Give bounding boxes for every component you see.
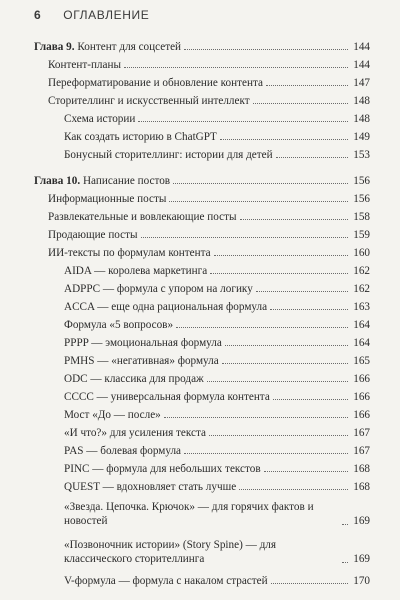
toc-entry-title: Схема истории	[64, 113, 136, 125]
toc-page-number: 153	[353, 149, 370, 161]
toc-subentry	[64, 318, 370, 332]
leader-dots	[176, 327, 348, 328]
toc-entry	[48, 210, 370, 224]
toc-entry-title: Развлекательные и вовлекающие посты	[48, 211, 237, 223]
toc-subentry	[64, 574, 370, 588]
toc-page-number: 163	[353, 301, 370, 313]
toc-entry-title: «И что?» для усиления текста	[64, 427, 206, 439]
running-head	[34, 8, 149, 22]
toc-entry-title: PINC — формула для небольших текстов	[64, 463, 261, 475]
toc-subentry	[64, 500, 370, 528]
toc-entry-title: Сторителлинг и искусственный интеллект	[48, 95, 250, 107]
leader-dots	[264, 471, 348, 472]
toc-subentry	[64, 130, 370, 144]
toc-page-number: 170	[353, 575, 370, 587]
page-number: 6	[34, 8, 42, 22]
leader-dots	[214, 255, 348, 256]
toc-subentry	[64, 408, 370, 422]
toc-subentry	[64, 462, 370, 476]
leader-dots	[256, 291, 348, 292]
toc-page-number: 167	[353, 427, 370, 439]
toc-entry-title: ODC — классика для продаж	[64, 373, 204, 385]
chapter-title: Контент для соцсетей	[77, 41, 182, 53]
toc-entry-title: Формула «5 вопросов»	[64, 319, 174, 331]
toc-page-number: 144	[353, 59, 370, 71]
toc-subentry	[64, 300, 370, 314]
leader-dots	[276, 157, 348, 158]
toc-entry-title: PPPP — эмоциональная формула	[64, 337, 222, 349]
toc-page-number: 166	[353, 391, 370, 403]
leader-dots	[253, 103, 348, 104]
toc-entry	[48, 76, 370, 90]
toc-entry-title: ИИ-тексты по формулам контента	[48, 247, 211, 259]
leader-dots	[169, 201, 348, 202]
toc-subentry	[64, 336, 370, 350]
leader-dots	[141, 237, 348, 238]
leader-dots	[124, 67, 348, 68]
toc-page-number: 169	[353, 515, 370, 527]
leader-dots	[173, 183, 348, 184]
toc-subentry	[64, 148, 370, 162]
toc-subentry	[64, 426, 370, 440]
toc-entry-title: «Звезда. Цепочка. Крючок» — для горячих фактов и новостей	[64, 501, 314, 527]
leader-dots	[273, 399, 348, 400]
toc-page-number: 166	[353, 409, 370, 421]
leader-dots	[209, 435, 348, 436]
toc-entry-title: Продающие посты	[48, 229, 138, 241]
toc-page-number: 149	[353, 131, 370, 143]
toc-subentry	[64, 444, 370, 458]
toc-chapter-10	[34, 174, 370, 188]
toc-entry-title: AIDA — королева маркетинга	[64, 265, 208, 277]
toc-entry-title: Как создать историю в ChatGPT	[64, 131, 217, 143]
leader-dots	[240, 219, 349, 220]
toc-entry	[48, 94, 370, 108]
leader-dots	[222, 363, 348, 364]
toc-page-number: 168	[353, 481, 370, 493]
leader-dots	[225, 345, 348, 346]
toc-entry-title: Информационные посты	[48, 193, 167, 205]
toc-entry-title: PMHS — «негативная» формула	[64, 355, 219, 367]
leader-dots	[207, 381, 348, 382]
toc-entry	[48, 192, 370, 206]
toc-page-number: 159	[353, 229, 370, 241]
toc-entry-title: Контент-планы	[48, 59, 121, 71]
toc-page-number: 162	[353, 265, 370, 277]
toc-page-number: 164	[353, 337, 370, 349]
running-head-title: ОГЛАВЛЕНИЕ	[63, 8, 150, 22]
toc-subentry	[64, 538, 370, 566]
toc-entry	[48, 246, 370, 260]
leader-dots	[342, 562, 348, 563]
leader-dots	[210, 273, 348, 274]
toc-subentry	[64, 282, 370, 296]
toc-entry-title: CCCC — универсальная формула контента	[64, 391, 270, 403]
toc-entry-title: ACCA — еще одна рациональная формула	[64, 301, 268, 313]
leader-dots	[266, 85, 348, 86]
toc-subentry	[64, 480, 370, 494]
toc-page-number: 160	[353, 247, 370, 259]
toc-page-number: 168	[353, 463, 370, 475]
leader-dots	[138, 121, 348, 122]
toc-subentry	[64, 354, 370, 368]
toc-page-number: 169	[353, 553, 370, 565]
toc-page-number: 166	[353, 373, 370, 385]
toc-subentry	[64, 264, 370, 278]
toc-entry-title: Бонусный сторителлинг: истории для детей	[64, 149, 273, 161]
toc-page-number: 158	[353, 211, 370, 223]
chapter-label: Глава 9.	[34, 41, 75, 53]
toc-page-number: 156	[353, 193, 370, 205]
toc-entry-title: Переформатирование и обновление контента	[48, 77, 263, 89]
toc-entry-title: Мост «До — после»	[64, 409, 161, 421]
toc-page-number: 167	[353, 445, 370, 457]
toc-page-number: 164	[353, 319, 370, 331]
toc-entry-title: «Позвоночник истории» (Story Spine) — для классического сторителлинга	[64, 539, 277, 565]
toc-subentry	[64, 112, 370, 126]
toc-page-number: 165	[353, 355, 370, 367]
toc-page-number: 144	[353, 41, 370, 53]
toc-chapter-9	[34, 40, 370, 54]
leader-dots	[270, 309, 348, 310]
toc-page-number: 148	[353, 95, 370, 107]
toc-entry-title: QUEST — вдохновляет стать лучше	[64, 481, 237, 493]
leader-dots	[184, 49, 348, 50]
toc-entry-title: ADPPC — формула с упором на логику	[64, 283, 253, 295]
toc-page-number: 148	[353, 113, 370, 125]
toc-page-number: 162	[353, 283, 370, 295]
toc-subentry	[64, 372, 370, 386]
toc-entry	[48, 58, 370, 72]
toc-entry-title: V-формула — формула с накалом страстей	[64, 575, 268, 587]
leader-dots	[239, 489, 348, 490]
toc-entry-title: PAS — болевая формула	[64, 445, 182, 457]
toc-page-number: 156	[353, 175, 370, 187]
leader-dots	[342, 524, 348, 525]
leader-dots	[220, 139, 348, 140]
leader-dots	[164, 417, 348, 418]
leader-dots	[271, 583, 348, 584]
chapter-label: Глава 10.	[34, 175, 81, 187]
toc-subentry	[64, 390, 370, 404]
chapter-title: Написание постов	[82, 175, 171, 187]
leader-dots	[184, 453, 348, 454]
toc-entry	[48, 228, 370, 242]
toc-page-number: 147	[353, 77, 370, 89]
